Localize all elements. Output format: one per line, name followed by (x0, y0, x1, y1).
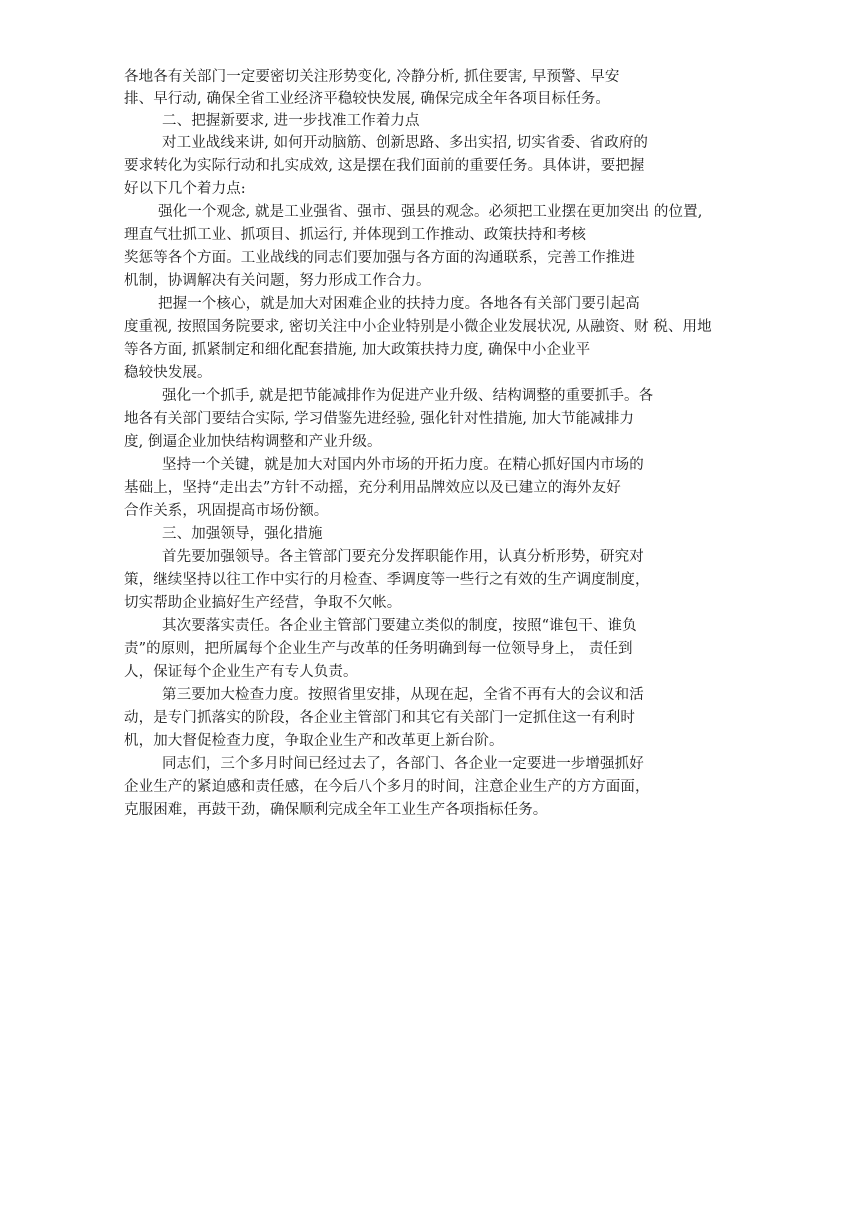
text-line: 要求转化为实际行动和扎实成效, 这是摆在我们面前的重要任务。具体讲，要把握 (124, 158, 645, 174)
text-line: 稳较快发展。 (124, 365, 212, 381)
text-line: 强化一个抓手, 就是把节能减排作为促进产业升级、结构调整的重要抓手。各 (162, 388, 654, 404)
text-line: 策，继续坚持以往工作中实行的月检查、季调度等一些行之有效的生产调度制度， (124, 572, 650, 588)
text-line: 同志们，三个多月时间已经过去了，各部门、各企业一定要进一步增强抓好 (162, 756, 644, 772)
text-line: 第三要加大检查力度。按照省里安排，从现在起，全省不再有大的会议和活 (162, 687, 644, 703)
text-line: 度, 倒逼企业加快结构调整和产业升级。 (124, 434, 382, 450)
text-line: 合作关系，巩固提高市场份额。 (124, 503, 329, 519)
text-line: 强化一个观念, 就是工业强省、强市、强县的观念。必须把工业摆在更加突出 的位置, (158, 204, 703, 220)
text-line: 人，保证每个企业生产有专人负责。 (124, 664, 358, 680)
text-line: 机制，协调解决有关问题，努力形成工作合力。 (124, 273, 431, 289)
text-line: 其次要落实责任。各企业主管部门要建立类似的制度，按照“谁包干、谁负 (162, 618, 637, 634)
section-heading: 二、把握新要求, 进一步找准工作着力点 (162, 113, 420, 129)
text-line: 对工业战线来讲, 如何开动脑筋、创新思路、多出实招, 切实省委、省政府的 (162, 135, 649, 151)
text-line: 坚持一个关键，就是加大对国内外市场的开拓力度。在精心抓好国内市场的 (162, 457, 644, 473)
text-line: 企业生产的紧迫感和责任感，在今后八个多月的时间，注意企业生产的方方面面， (124, 779, 650, 795)
text-line: 好以下几个着力点: (124, 181, 246, 197)
text-line: 把握一个核心，就是加大对困难企业的扶持力度。各地各有关部门要引起高 (158, 296, 640, 312)
text-line: 地各有关部门要结合实际, 学习借鉴先进经验, 强化针对性措施, 加大节能减排力 (124, 411, 635, 427)
text-line: 理直气壮抓工业、抓项目、抓运行, 并体现到工作推动、政策扶持和考核 (124, 227, 587, 243)
text-line: 排、早行动, 确保全省工业经济平稳较快发展, 确保完成全年各项目标任务。 (124, 91, 611, 107)
text-line: 机，加大督促检查力度，争取企业生产和改革更上新台阶。 (124, 733, 504, 749)
text-line: 各地各有关部门一定要密切关注形势变化, 冷静分析, 抓住要害, 早预警、早安 (124, 69, 620, 85)
text-line: 切实帮助企业搞好生产经营，争取不欠帐。 (124, 595, 402, 611)
text-line: 首先要加强领导。各主管部门要充分发挥职能作用，认真分析形势，研究对 (162, 549, 644, 565)
text-line: 基础上，坚持“走出去”方针不动摇，充分利用品牌效应以及已建立的海外友好 (124, 480, 621, 496)
text-line: 责”的原则，把所属每个企业生产与改革的任务明确到每一位领导身上， 责任到 (124, 641, 633, 657)
text-line: 奖惩等各个方面。工业战线的同志们要加强与各方面的沟通联系，完善工作推进 (124, 250, 635, 266)
text-line: 动，是专门抓落实的阶段，各企业主管部门和其它有关部门一定抓住这一有利时 (124, 710, 635, 726)
section-heading: 三、加强领导，强化措施 (162, 526, 323, 542)
text-line: 度重视, 按照国务院要求, 密切关注中小企业特别是小微企业发展状况, 从融资、财 税、用地 (124, 319, 712, 335)
text-line: 克服困难，再鼓干劲，确保顺利完成全年工业生产各项指标任务。 (124, 802, 548, 818)
text-line: 等各方面, 抓紧制定和细化配套措施, 加大政策扶持力度, 确保中小企业平 (124, 342, 591, 358)
